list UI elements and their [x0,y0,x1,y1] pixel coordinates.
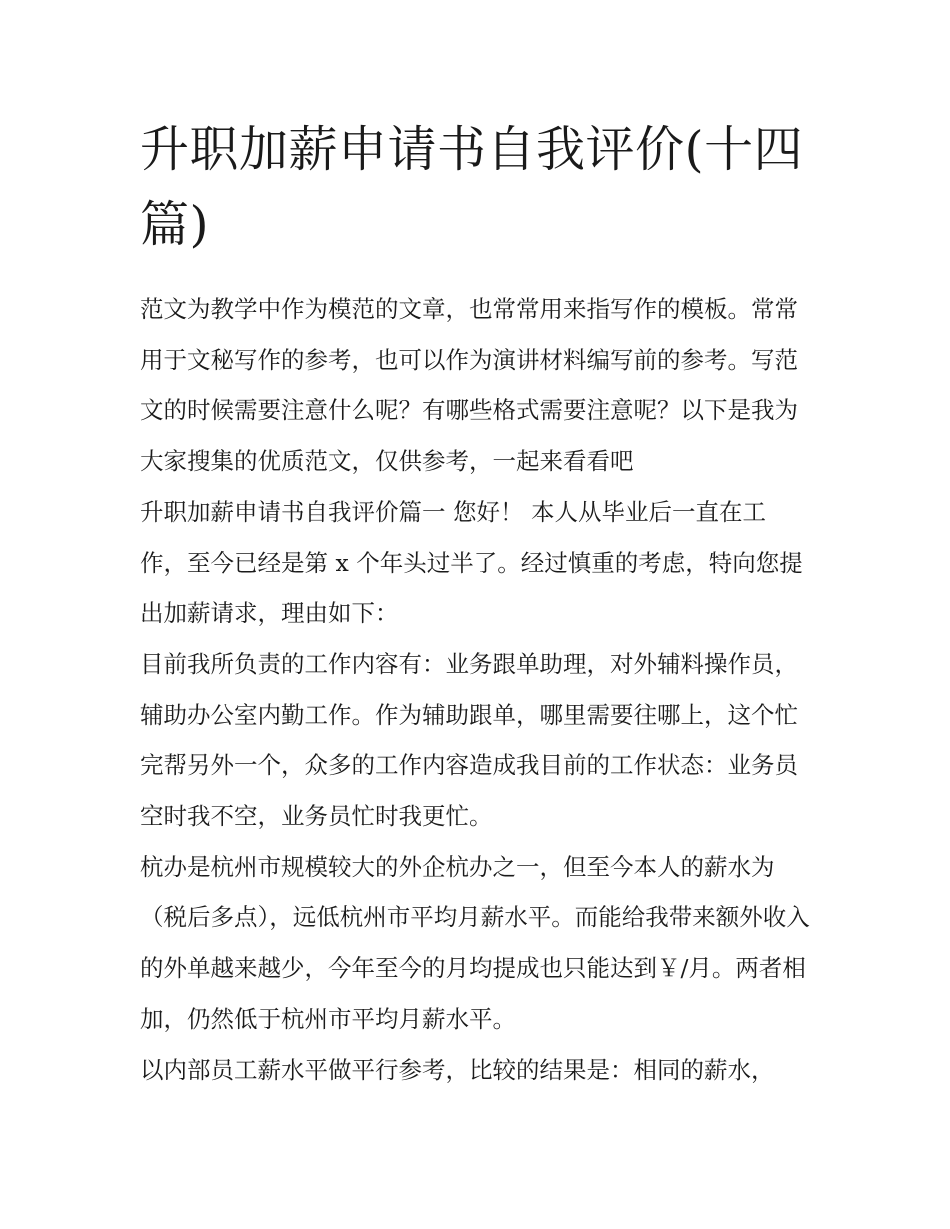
paragraph-salary: 杭办是杭州市规模较大的外企杭办之一，但至今本人的薪水为（税后多点），远低杭州市平均月薪水平。而能给我带来额外收入的外单越来越少，今年至今的月均提成也只能达到￥/月。两者相加，仍然低于杭州市平均月薪水平。 [140,852,810,1033]
paragraph-duties: 目前我所负责的工作内容有：业务跟单助理，对外辅料操作员，辅助办公室内勤工作。作为辅助跟单，哪里需要往哪上，这个忙完帮另外一个，众多的工作内容造成我目前的工作状态：业务员空时我不空，业务员忙时我更忙。 [140,649,798,831]
document-page [140,112,812,1095]
paragraph-comparison: 以内部员工薪水平做平行参考，比较的结果是：相同的薪水， [140,1055,775,1084]
document-title: 升职加薪申请书自我评价(十四篇) [140,121,804,253]
paragraph-intro: 范文为教学中作为模范的文章，也常常用来指写作的模板。常常用于文秘写作的参考，也可以作为演讲材料编写前的参考。写范文的时候需要注意什么呢？有哪些格式需要注意呢？以下是我为大家搜集的优质范文，仅供参考，一起来看看吧 [140,295,798,476]
paragraph-greeting: 升职加薪申请书自我评价篇一 您好！ 本人从毕业后一直在工作，至今已经是第 x 个年头过半了。经过慎重的考虑，特向您提出加薪请求，理由如下： [140,497,803,628]
